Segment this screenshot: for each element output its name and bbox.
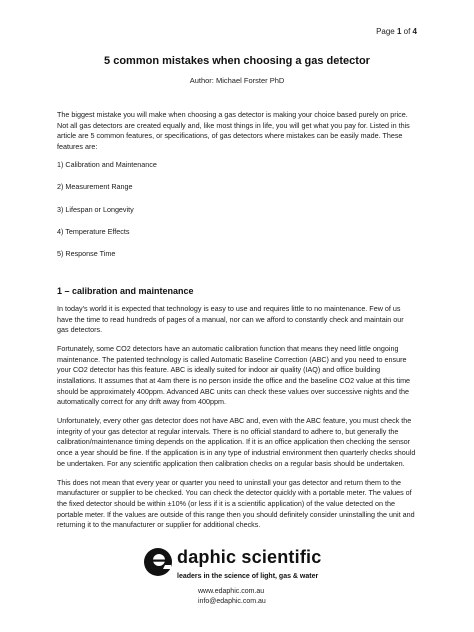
feature-item: 1) Calibration and Maintenance [57, 160, 157, 170]
body-paragraph: In today’s world it is expected that technology is easy to use and requires little to no maintenance. Few of us have the time to read hundreds of pages of a manual, nor can we afford to constantly check and maintain our gas detectors. [57, 303, 404, 335]
document-body [57, 110, 417, 539]
body-paragraph: Unfortunately, every other gas detector does not have ABC and, even with the ABC feature, you must check the integrity of your gas detector at regular intervals. There is no official standard to adhere to, but generally the calibration/maintenance timing depends on the application. If it is an office application then checking the sensor once a year should be fine. If the application is in any type of industrial environment then quarterly checks should be undertaken. For any scientific application then calibration checks on a regular basis should be undertaken. [57, 416, 416, 468]
document-title: 5 common mistakes when choosing a gas detector [104, 55, 370, 67]
intro-paragraph: The biggest mistake you will make when choosing a gas detector is making your choice based purely on price. Not all gas detectors are created equally and, like most things in life, you will get what you pay for. Listed in this article are 5 common features, or specifications, of gas detectors where mistakes can be easily made. These features are: [57, 110, 410, 151]
body-paragraph: Fortunately, some CO2 detectors have an automatic calibration function that means they need little ongoing maintenance. The patented technology is called Automatic Baseline Correction (ABC) and you need to ensure your CO2 detector has this feature. ABC is ideally suited for indoor air quality (IAQ) and office building installations. It assumes that at 4am there is no person inside the office and the baseline CO2 value at this time should be approximately 400ppm. Advanced ABC units can check these values over successive nights and the automatically correct for any drift away from 400ppm. [57, 344, 411, 407]
feature-list [57, 160, 417, 259]
feature-item: 5) Response Time [57, 248, 116, 258]
body-paragraph: This does not mean that every year or quarter you need to uninstall your gas detector and return them to the manufacturer or supplier to be checked. You can check the detector quickly with a portable meter. The values of the fixed detector should be within ±10% (or less if it is a scientific application) of the value detected on the portable meter. If the values are outside of this range then you should definitely consider uninstalling the unit and returning it to the manufacturer or supplier for additional checks. [57, 477, 415, 530]
contact-info [198, 587, 266, 607]
page-number: Page 1 of 4 [376, 27, 417, 36]
page-current: 1 [396, 27, 402, 36]
feature-item: 4) Temperature Effects [57, 226, 130, 236]
section-heading: 1 – calibration and maintenance [57, 286, 194, 297]
feature-item: 2) Measurement Range [57, 182, 133, 192]
edaphic-logo-icon [143, 547, 173, 577]
document-author: Author: Michael Forster PhD [189, 76, 285, 85]
company-logo [143, 547, 383, 589]
website-link[interactable]: www.edaphic.com.au [198, 588, 265, 595]
feature-item: 3) Lifespan or Longevity [57, 204, 134, 214]
brand-name: daphic scientific [177, 547, 322, 567]
page-total: 4 [412, 27, 417, 36]
email-link[interactable]: info@edaphic.com.au [198, 598, 266, 605]
brand-tagline: leaders in the science of light, gas & water [177, 573, 319, 580]
